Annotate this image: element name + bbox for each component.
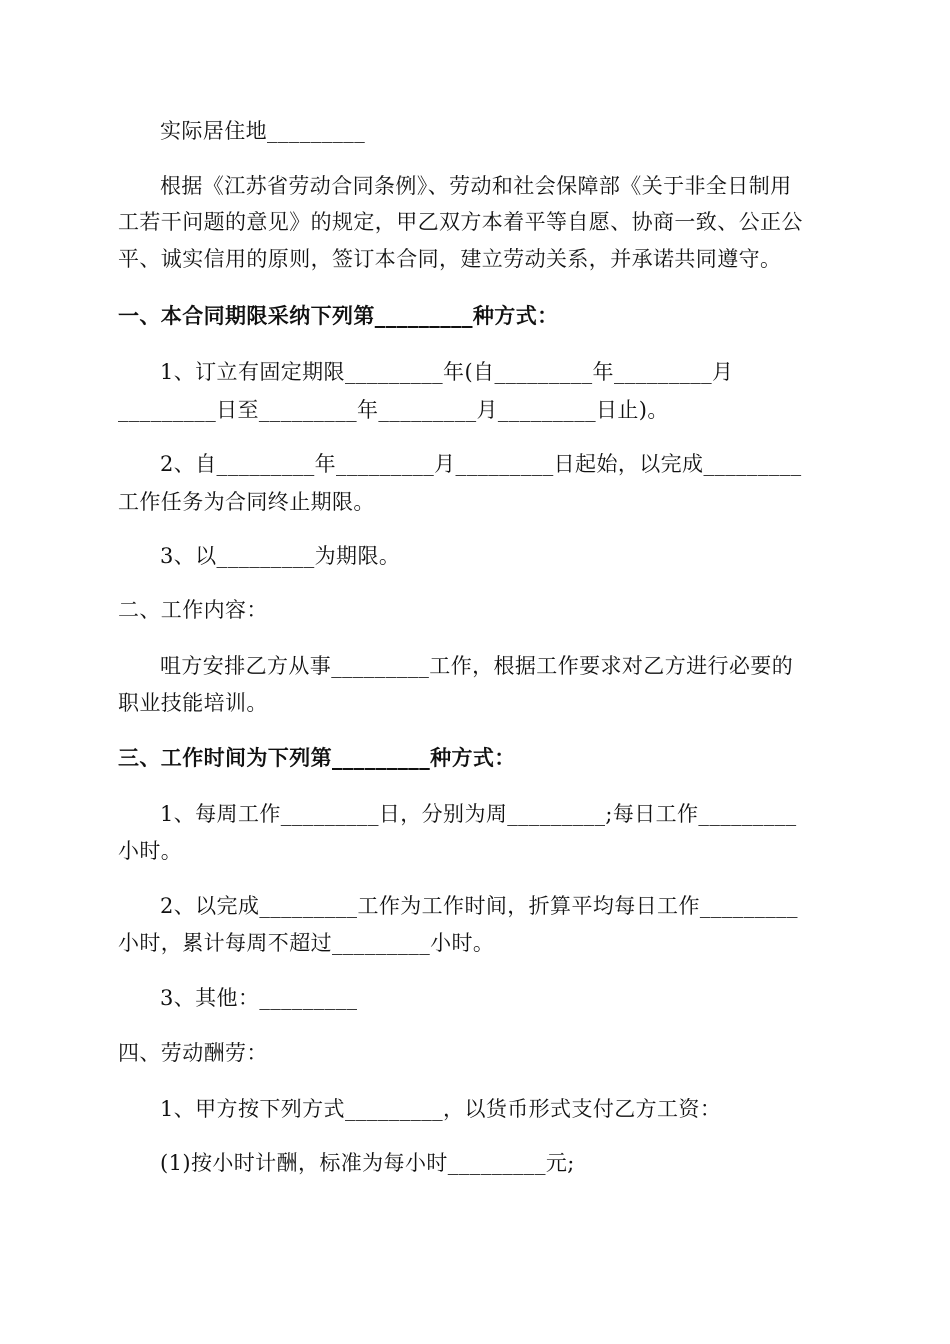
clause-1-1-line-1: 1、订立有固定期限_________年(自_________年_________月 bbox=[160, 360, 734, 384]
clause-4-1: 1、甲方按下列方式_________，以货币形式支付乙方工资： bbox=[160, 1097, 722, 1121]
clause-1-2-line-2: 工作任务为合同终止期限。 bbox=[118, 490, 375, 514]
clause-3-3: 3、其他：_________ bbox=[160, 986, 358, 1010]
clause-3-1-line-2: 小时。 bbox=[118, 839, 183, 863]
clause-1-1-line-2: _________日至_________年_________月_________日止)。 bbox=[118, 398, 669, 422]
clause-1-3: 3、以_________为期限。 bbox=[160, 544, 401, 568]
clause-3-1-line-1: 1、每周工作_________日，分别为周_________;每日工作_________ bbox=[160, 802, 797, 826]
clause-1-2-line-1: 2、自_________年_________月_________日起始，以完成_________ bbox=[160, 452, 802, 476]
work-content-line-2: 职业技能培训。 bbox=[118, 691, 268, 715]
preamble-line-1: 根据《江苏省劳动合同条例》、劳动和社会保障部《关于非全日制用 bbox=[160, 174, 792, 198]
section-2-heading: 二、工作内容： bbox=[118, 598, 268, 622]
section-4-heading: 四、劳动酬劳： bbox=[118, 1041, 268, 1065]
clause-3-2-line-2: 小时，累计每周不超过_________小时。 bbox=[118, 931, 495, 955]
work-content-line-1: 咀方安排乙方从事_________工作，根据工作要求对乙方进行必要的 bbox=[160, 654, 794, 678]
preamble-line-2: 工若干问题的意见》的规定，甲乙双方本着平等自愿、协商一致、公正公 bbox=[118, 210, 803, 234]
clause-4-1-item-1: (1)按小时计酬，标准为每小时_________元; bbox=[160, 1151, 575, 1175]
residence-line: 实际居住地_________ bbox=[160, 119, 366, 143]
section-3-heading: 三、工作时间为下列第_________种方式： bbox=[118, 746, 516, 770]
section-1-heading: 一、本合同期限采纳下列第_________种方式： bbox=[118, 304, 559, 328]
preamble-line-3: 平、诚实信用的原则，签订本合同，建立劳动关系，并承诺共同遵守。 bbox=[118, 247, 782, 271]
clause-3-2-line-1: 2、以完成_________工作为工作时间，折算平均每日工作_________ bbox=[160, 894, 798, 918]
